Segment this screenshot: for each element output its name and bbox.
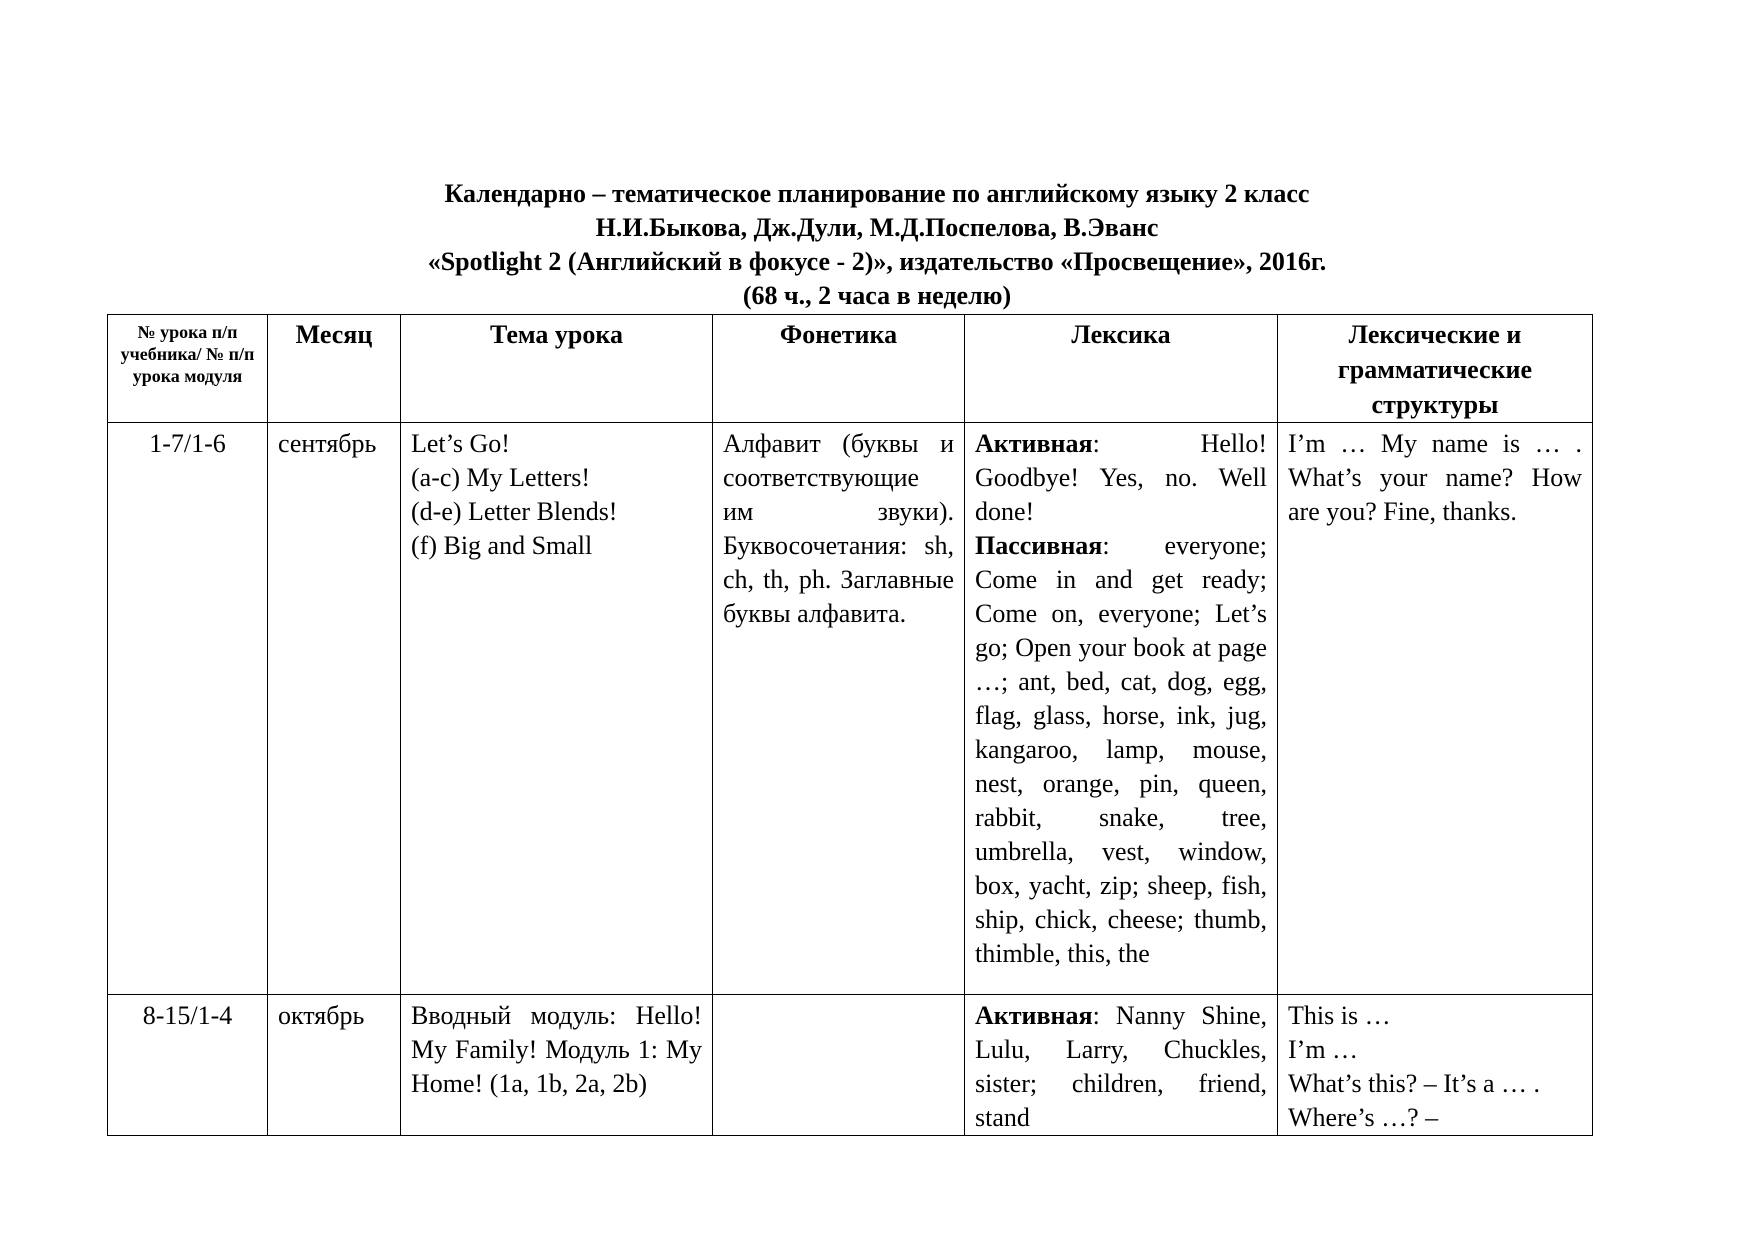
cell-structures [1278,995,1593,1136]
active-text: : Hello! Goodbye! Yes, no. Well done! [975,429,1267,526]
active-label: Активная [975,429,1093,458]
cell-structures: I’m … My name is … . What’s your name? How are you? Fine, thanks. [1278,423,1593,995]
topic-line: (a-c) My Letters! [411,463,591,492]
cell-vocabulary [965,423,1278,995]
header-month: Месяц [268,315,401,423]
title-line-3: «Spotlight 2 (Английский в фокусе - 2)», издательство «Просвещение», 2016г. [427,247,1327,276]
cell-month: октябрь [268,995,401,1136]
document-title [0,177,1754,313]
header-topic: Тема урока [401,315,713,423]
vocabulary-active [975,427,1267,529]
table-row [108,995,1593,1136]
topic-line: (f) Big and Small [411,531,593,560]
table-row [108,423,1593,995]
topic-line: Let’s Go! [411,429,510,458]
header-lesson-number: № урока п/п учебника/ № п/п урока модуля [108,315,268,423]
cell-topic: Вводный модуль: Hello! My Family! Модуль 1: My Home! (1a, 1b, 2a, 2b) [401,995,713,1136]
header-phonetics: Фонетика [713,315,965,423]
table-header-row [108,315,1593,423]
vocabulary-content [975,999,1267,1130]
vocabulary-content [975,427,1267,994]
vocabulary-passive [975,529,1267,971]
title-line-4: (68 ч., 2 часа в неделю) [742,281,1012,310]
cell-phonetics [713,995,965,1136]
active-text: : Nanny Shine, Lulu, Larry, Chuckles, sister; children, friend, stand [975,1001,1267,1130]
cell-phonetics: Алфавит (буквы и соответствующие им звуки). Буквосочетания: sh, ch, th, ph. Заглавные буквы алфавита. [713,423,965,995]
active-label: Активная [975,1001,1093,1030]
cell-lesson-number: 8-15/1-4 [108,995,268,1136]
passive-label: Пассивная [975,531,1103,560]
cell-month: сентябрь [268,423,401,995]
header-structures: Лексические и грамматические структуры [1278,315,1593,423]
planning-table [107,314,1593,1136]
structure-line: What’s this? – It’s a … . [1288,1069,1541,1098]
header-vocabulary: Лексика [965,315,1278,423]
cell-lesson-number: 1-7/1-6 [108,423,268,995]
structure-line: Where’s …? – [1288,1103,1439,1132]
structure-line: This is … [1288,1001,1391,1030]
title-line-2: Н.И.Быкова, Дж.Дули, М.Д.Поспелова, В.Эванс [595,213,1159,242]
structure-line: I’m … [1288,1035,1359,1064]
cell-vocabulary [965,995,1278,1136]
cell-topic [401,423,713,995]
title-line-1: Календарно – тематическое планирование по английскому языку 2 класс [444,179,1310,208]
passive-text: : everyone; Come in and get ready; Come on, everyone; Let’s go; Open your book at page …; ant, bed, cat, dog, egg, flag, glass, horse, ink, jug, kangaroo, lamp, mouse, nest, orange, pin, queen, rabbit, snake, tree, umbrella, vest, window, box, yacht, zip; sheep, fish, ship, chick, cheese; thumb, thimble, this, the [975,531,1267,968]
topic-line: (d-e) Letter Blends! [411,497,618,526]
